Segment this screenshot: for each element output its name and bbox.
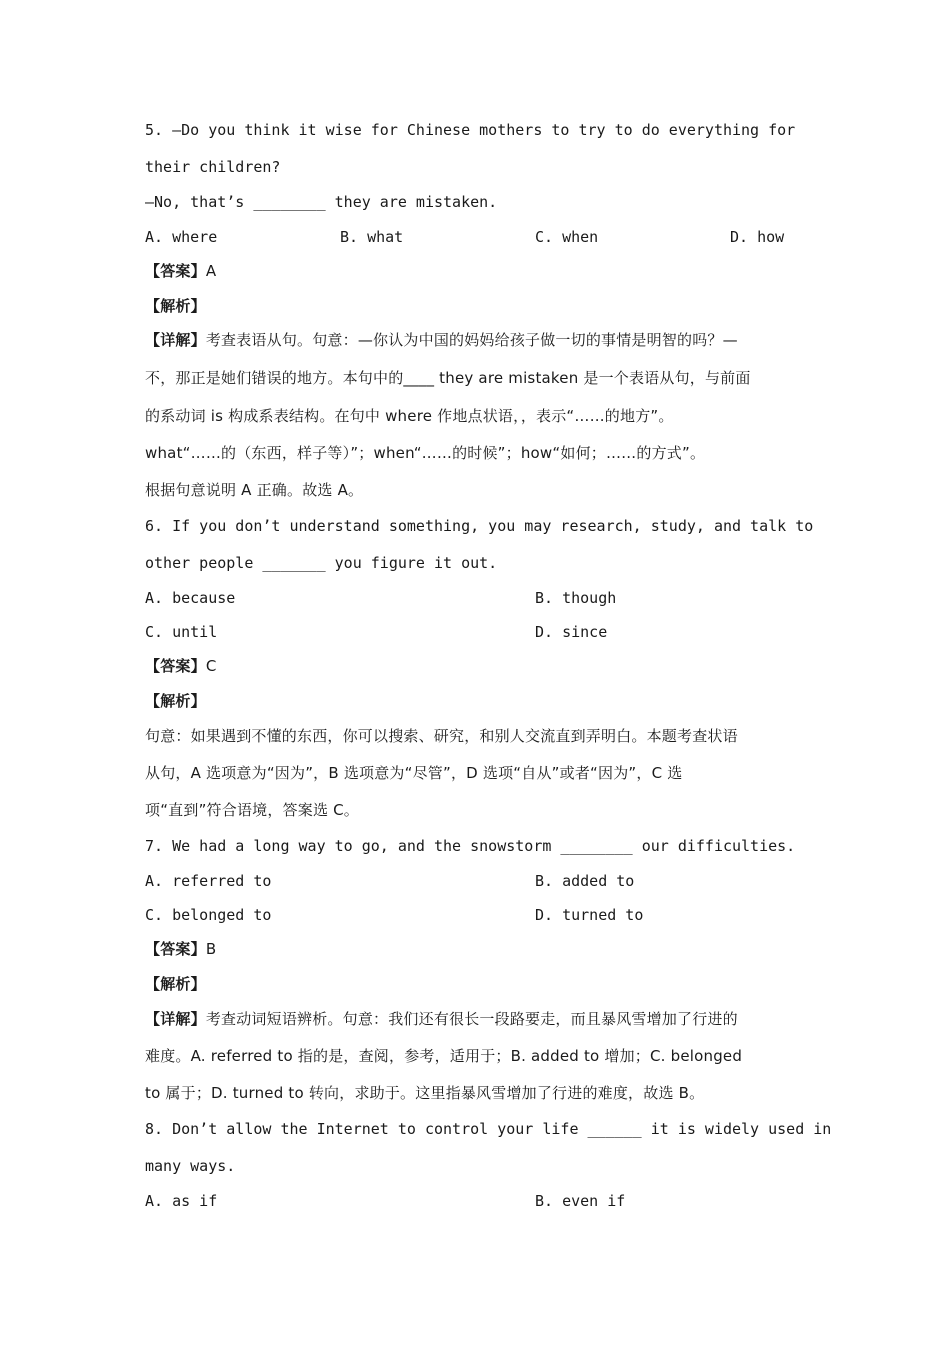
q8-options-row-1 <box>0 1191 950 1211</box>
q5-detail-label: 【详解】 <box>145 331 206 349</box>
q7-answer <box>145 939 807 959</box>
q6-stem-line-2: other people _______ you figure it out. <box>145 554 498 572</box>
q7-answer-label: 【答案】 <box>145 940 206 958</box>
q8-option-b: B. even if <box>535 1192 626 1210</box>
q5-option-d: D. how <box>730 228 785 246</box>
q5-option-c: C. when <box>535 228 599 246</box>
q6-analysis-line-3: 项“直到”符合语境，答案选 C。 <box>145 801 359 819</box>
q5-detail-line-1 <box>145 330 807 350</box>
q6-answer-label: 【答案】 <box>145 657 206 675</box>
q7-options-row-1 <box>0 871 950 891</box>
q5-stem-line-2: their children? <box>145 158 281 176</box>
q7-stem-line-1: 7. We had a long way to go, and the snowstorm ________ our difficulties. <box>145 837 796 855</box>
q7-option-d: D. turned to <box>535 906 644 924</box>
q5-detail-line-4: what“……的（东西，样子等）”；when“……的时候”；how“如何；……的方式”。 <box>145 444 706 462</box>
q6-answer <box>145 656 807 676</box>
q7-detail-line-2: 难度。A. referred to 指的是，查阅，参考，适用于；B. added to 增加；C. belonged <box>145 1047 743 1065</box>
q6-options-row-1 <box>0 588 950 608</box>
q6-option-c: C. until <box>145 623 218 641</box>
q5-stem-line-1: 5. —Do you think it wise for Chinese mothers to try to do everything for <box>145 121 796 139</box>
q8-stem-line-1: 8. Don’t allow the Internet to control your life ______ it is widely used in <box>145 1120 832 1138</box>
q7-detail-text-1: 考查动词短语辨析。句意：我们还有很长一段路要走，而且暴风雪增加了行进的 <box>205 1010 738 1028</box>
q5-answer <box>145 261 807 281</box>
q6-stem-line-1: 6. If you don’t understand something, you may research, study, and talk to <box>145 517 814 535</box>
q6-analysis-label: 【解析】 <box>145 692 206 710</box>
q6-option-d: D. since <box>535 623 608 641</box>
q7-option-a: A. referred to <box>145 872 272 890</box>
q5-option-a: A. where <box>145 228 218 246</box>
q5-detail-text-1: 考查表语从句。句意：—你认为中国的妈妈给孩子做一切的事情是明智的吗？— <box>205 331 738 349</box>
q7-detail-line-1 <box>145 1009 807 1029</box>
q6-option-b: B. though <box>535 589 617 607</box>
q5-stem-line-3: —No, that’s ________ they are mistaken. <box>145 193 498 211</box>
q7-analysis-label: 【解析】 <box>145 975 206 993</box>
q7-options-row-2 <box>0 905 950 925</box>
q7-option-c: C. belonged to <box>145 906 272 924</box>
q8-stem-line-2: many ways. <box>145 1157 236 1175</box>
q6-analysis-line-1: 句意：如果遇到不懂的东西，你可以搜索、研究，和别人交流直到弄明白。本题考查状语 <box>145 727 738 745</box>
q5-analysis-label: 【解析】 <box>145 297 206 315</box>
q7-detail-label: 【详解】 <box>145 1010 206 1028</box>
q7-option-b: B. added to <box>535 872 635 890</box>
q5-options <box>0 227 950 247</box>
q7-answer-value: B <box>205 940 217 958</box>
q6-option-a: A. because <box>145 589 236 607</box>
q5-option-b: B. what <box>340 228 404 246</box>
q6-analysis-line-2: 从句，A 选项意为“因为”，B 选项意为“尽管”，D 选项“自从”或者“因为”，C 选 <box>145 764 683 782</box>
q6-options-row-2 <box>0 622 950 642</box>
q5-detail-line-2: 不，那正是她们错误的地方。本句中的____ they are mistaken 是一个表语从句，与前面 <box>145 369 751 387</box>
q5-answer-label: 【答案】 <box>145 262 206 280</box>
q5-answer-value: A <box>205 262 217 280</box>
q8-option-a: A. as if <box>145 1192 218 1210</box>
q7-detail-line-3: to 属于；D. turned to 转向，求助于。这里指暴风雪增加了行进的难度，故选 B。 <box>145 1084 705 1102</box>
q5-detail-line-5: 根据句意说明 A 正确。故选 A。 <box>145 481 364 499</box>
q5-detail-line-3: 的系动词 is 构成系表结构。在句中 where 作地点状语，，表示“……的地方”。 <box>145 407 674 425</box>
q6-answer-value: C <box>205 657 217 675</box>
